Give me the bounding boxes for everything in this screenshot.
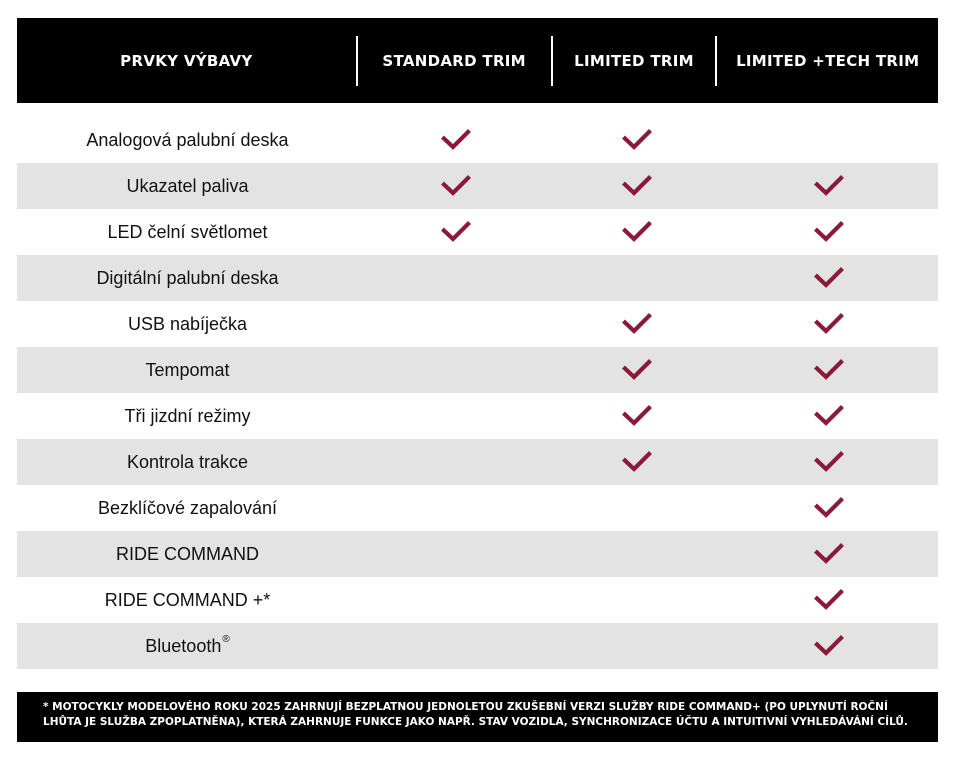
registered-mark: ® [222, 634, 230, 645]
header-limited-tech-trim: LIMITED +TECH TRIM [736, 51, 920, 70]
feature-cell [17, 577, 358, 623]
limited-trim-cell [554, 577, 720, 623]
header-standard-trim: STANDARD TRIM [382, 51, 526, 70]
checkmark-icon [622, 174, 652, 198]
checkmark-icon [814, 358, 844, 382]
table-row [17, 577, 938, 623]
feature-label: USB nabíječka [127, 313, 248, 334]
table-row [17, 163, 938, 209]
feature-cell [17, 485, 358, 531]
standard-trim-cell [358, 531, 554, 577]
feature-label: RIDE COMMAND [116, 543, 259, 564]
standard-trim-cell [358, 347, 554, 393]
table-row [17, 301, 938, 347]
tech-trim-cell [720, 301, 938, 347]
limited-trim-cell [554, 209, 720, 255]
checkmark-icon [814, 266, 844, 290]
checkmark-icon [814, 542, 844, 566]
standard-trim-cell [358, 301, 554, 347]
checkmark-icon [622, 358, 652, 382]
limited-trim-cell [554, 347, 720, 393]
feature-cell [17, 209, 358, 255]
checkmark-icon [622, 128, 652, 152]
limited-trim-cell [554, 531, 720, 577]
limited-trim-cell [554, 485, 720, 531]
feature-cell [17, 255, 358, 301]
feature-label: Tempomat [145, 359, 230, 380]
checkmark-icon [441, 128, 471, 152]
feature-label: Bluetooth [145, 635, 222, 656]
tech-trim-cell [720, 531, 938, 577]
limited-trim-cell [554, 163, 720, 209]
table-row [17, 393, 938, 439]
standard-trim-cell [358, 577, 554, 623]
limited-trim-cell [554, 623, 720, 669]
feature-cell [17, 117, 358, 163]
limited-trim-cell [554, 301, 720, 347]
feature-label: Analogová palubní deska [86, 129, 289, 150]
header-limited-trim: LIMITED TRIM [574, 51, 694, 70]
tech-trim-cell [720, 347, 938, 393]
limited-trim-cell [554, 255, 720, 301]
table-row [17, 623, 938, 669]
table-row [17, 117, 938, 163]
feature-label: LED čelní světlomet [107, 221, 268, 242]
tech-trim-cell [720, 209, 938, 255]
table-row [17, 347, 938, 393]
standard-trim-cell [358, 485, 554, 531]
standard-trim-cell [358, 439, 554, 485]
table-row [17, 439, 938, 485]
standard-trim-cell [358, 117, 554, 163]
checkmark-icon [814, 588, 844, 612]
tech-trim-cell [720, 163, 938, 209]
feature-cell [17, 393, 358, 439]
feature-cell [17, 623, 358, 669]
tech-trim-cell [720, 255, 938, 301]
table-row [17, 209, 938, 255]
footnote: * MOTOCYKLY MODELOVÉHO ROKU 2025 ZAHRNUJÍ BEZPLATNOU JEDNOLETOU ZKUŠEBNÍ VERZI SLUŽBY RIDE COMMAND+ (PO UPLYNUTÍ ROČNÍ LHŮTA JE SLUŽBA ZPOPLATNĚNA), KTERÁ ZAHRNUJE FUNKCE JAKO NAPŘ. STAV VOZIDLA, SYNCHRONIZACE ÚČTU A INTUITIVNÍ VYHLEDÁVÁNÍ CÍLŮ. [17, 692, 938, 742]
checkmark-icon [814, 404, 844, 428]
feature-label: Bezklíčové zapalování [97, 497, 278, 518]
feature-cell [17, 531, 358, 577]
standard-trim-cell [358, 393, 554, 439]
checkmark-icon [622, 404, 652, 428]
limited-trim-cell [554, 393, 720, 439]
checkmark-icon [441, 220, 471, 244]
tech-trim-cell [720, 439, 938, 485]
checkmark-icon [441, 174, 471, 198]
feature-label: RIDE COMMAND +* [104, 589, 271, 610]
standard-trim-cell [358, 255, 554, 301]
tech-trim-cell [720, 623, 938, 669]
checkmark-icon [814, 220, 844, 244]
limited-trim-cell [554, 117, 720, 163]
feature-cell [17, 347, 358, 393]
feature-cell [17, 301, 358, 347]
feature-label: Digitální palubní deska [96, 267, 279, 288]
standard-trim-cell [358, 163, 554, 209]
feature-table-body [17, 117, 938, 669]
checkmark-icon [814, 496, 844, 520]
feature-cell [17, 439, 358, 485]
tech-trim-cell [720, 577, 938, 623]
table-header [17, 18, 938, 103]
checkmark-icon [814, 174, 844, 198]
header-features: PRVKY VÝBAVY [120, 51, 253, 70]
tech-trim-cell [720, 117, 938, 163]
tech-trim-cell [720, 485, 938, 531]
standard-trim-cell [358, 209, 554, 255]
limited-trim-cell [554, 439, 720, 485]
checkmark-icon [622, 312, 652, 336]
table-row [17, 255, 938, 301]
checkmark-icon [622, 220, 652, 244]
table-row [17, 531, 938, 577]
standard-trim-cell [358, 623, 554, 669]
checkmark-icon [814, 634, 844, 658]
feature-label: Ukazatel paliva [126, 175, 249, 196]
checkmark-icon [622, 450, 652, 474]
checkmark-icon [814, 450, 844, 474]
tech-trim-cell [720, 393, 938, 439]
checkmark-icon [814, 312, 844, 336]
feature-label: Tři jizdní režimy [124, 405, 251, 426]
feature-cell [17, 163, 358, 209]
table-row [17, 485, 938, 531]
feature-label: Kontrola trakce [126, 451, 249, 472]
